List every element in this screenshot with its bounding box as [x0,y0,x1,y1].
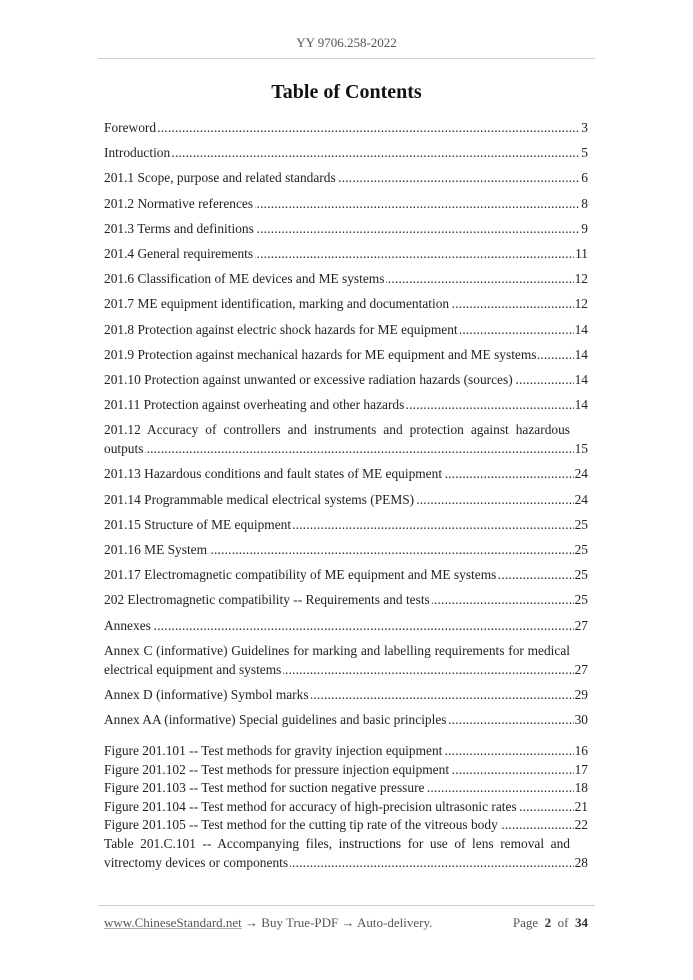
toc-entry[interactable] [104,490,588,509]
entry-page-number: 24 [574,491,588,507]
toc-entry[interactable] [104,641,588,679]
footer [104,915,588,931]
entry-page-number: 28 [574,854,588,873]
toc-entry[interactable] [104,742,588,761]
entry-title: 201.15 Structure of ME equipment [104,516,292,532]
entry-page-number: 25 [574,542,588,557]
toc-entry[interactable] [104,294,588,313]
entry-title: 201.10 Protection against unwanted or excessive radiation hazards (sources) [104,371,513,387]
entry-title: 201.8 Protection against electric shock hazards for ME equipment [104,321,458,337]
entry-page-number: 15 [574,441,588,457]
toc-entry[interactable] [104,395,588,414]
toc-entry[interactable] [104,590,588,609]
entry-title: 201.17 Electromagnetic compatibility of ME equipment and ME systems [104,567,497,583]
toc-entry[interactable] [104,269,588,288]
entry-page-number: 27 [574,661,588,677]
entry-page-number: 14 [574,397,588,413]
entry-page-number: 14 [574,321,588,337]
entry-title: Foreword [104,120,157,135]
entry-title: 201.6 Classification of ME devices and ME systems [104,271,385,287]
entry-title: 201.13 Hazardous conditions and fault states of ME equipment [104,466,443,482]
footer-tagline: → Buy True-PDF → Auto-delivery. [241,915,433,930]
document-id-header: YY 9706.258-2022 [296,35,397,50]
entry-page-number: 14 [574,371,588,387]
entry-title: Annexes [104,617,151,633]
entry-title: Table 201.C.101 -- Accompanying files, instructions for use of lens removal and vitrectomy devices or components [104,835,570,870]
entry-page-number: 22 [574,816,588,835]
toc-entry[interactable] [104,464,588,483]
toc-entry[interactable] [104,779,588,798]
entry-title: 201.4 General requirements [104,245,254,261]
toc-entry[interactable] [104,835,588,872]
entry-title: 201.14 Programmable medical electrical systems (PEMS) [104,491,415,507]
toc-entry[interactable] [104,194,588,213]
entry-page-number: 30 [574,712,588,728]
entry-page-number: 21 [574,798,588,817]
toc-entry[interactable] [104,710,588,729]
toc-entry[interactable] [104,168,588,187]
entry-page-number: 12 [574,271,588,287]
entry-page-number: 17 [574,761,588,780]
entry-page-number: 18 [574,779,588,798]
entry-title: Annex D (informative) Symbol marks [104,686,309,702]
footer-divider [98,905,595,906]
toc-entry[interactable] [104,565,588,584]
entry-page-number: 11 [575,245,588,261]
entry-title: 201.9 Protection against mechanical hazards for ME equipment and ME systems [104,346,537,362]
entry-page-number: 16 [574,742,588,761]
entry-page-number: 12 [574,296,588,312]
toc-entry[interactable] [104,685,588,704]
entry-title: 201.11 Protection against overheating and other hazards [104,397,405,413]
entry-page-number: 6 [581,170,588,186]
entry-page-number: 14 [574,346,588,362]
entry-title: Figure 201.103 -- Test method for suction negative pressure [104,780,425,796]
entry-title: Figure 201.105 -- Test method for the cutting tip rate of the vitreous body [104,817,498,833]
toc-entry[interactable] [104,798,588,817]
entry-page-number: 25 [574,592,588,608]
entry-title: Figure 201.101 -- Test methods for gravity injection equipment [104,743,443,758]
entry-title: 201.2 Normative references [104,195,254,211]
entry-title: 202 Electromagnetic compatibility -- Requirements and tests [104,592,430,608]
entry-title: 201.7 ME equipment identification, marking and documentation [104,296,450,312]
entry-title: Figure 201.104 -- Test method for accuracy of high-precision ultrasonic rates [104,798,517,814]
entry-title: 201.3 Terms and definitions [104,220,254,236]
entry-page-number: 25 [574,567,588,583]
toc-entry[interactable] [104,515,588,534]
page-title: Table of Contents [271,81,422,103]
toc-entry[interactable] [104,616,588,635]
entry-page-number: 8 [581,195,588,211]
entry-title: 201.1 Scope, purpose and related standards [104,170,336,186]
toc-entry[interactable] [104,816,588,835]
entry-page-number: 24 [574,466,588,482]
entry-page-number: 5 [581,145,588,161]
toc-entry[interactable] [104,420,588,458]
header-divider [98,58,595,59]
entry-page-number: 29 [574,686,588,702]
entry-title: Figure 201.102 -- Test methods for pressure injection equipment [104,761,450,777]
figure-list [104,742,588,872]
toc-entry[interactable] [104,219,588,238]
toc-entry[interactable] [104,540,588,559]
toc-entry[interactable] [104,320,588,339]
toc-entry[interactable] [104,761,588,780]
entry-title: 201.16 ME System [104,542,208,557]
entry-page-number: 27 [574,617,588,633]
entry-title: Annex AA (informative) Special guidelines and basic principles [104,712,447,728]
toc-entry[interactable] [104,345,588,364]
entry-title: Introduction [104,145,171,161]
toc-entry[interactable] [104,143,588,162]
toc-list [104,118,588,735]
entry-title: Annex C (informative) Guidelines for marking and labelling requirements for medical electrical equipment and systems [104,642,570,677]
toc-entry[interactable] [104,244,588,263]
entry-page-number: 3 [581,120,588,135]
page-indicator: Page 2 of 34 [512,915,588,930]
website-link[interactable]: www.ChineseStandard.net [104,915,242,930]
entry-page-number: 9 [581,220,588,236]
toc-entry[interactable] [104,118,588,137]
entry-title: 201.12 Accuracy of controllers and instruments and protection against hazardous outputs [104,422,570,457]
entry-page-number: 25 [574,516,588,532]
toc-entry[interactable] [104,370,588,389]
